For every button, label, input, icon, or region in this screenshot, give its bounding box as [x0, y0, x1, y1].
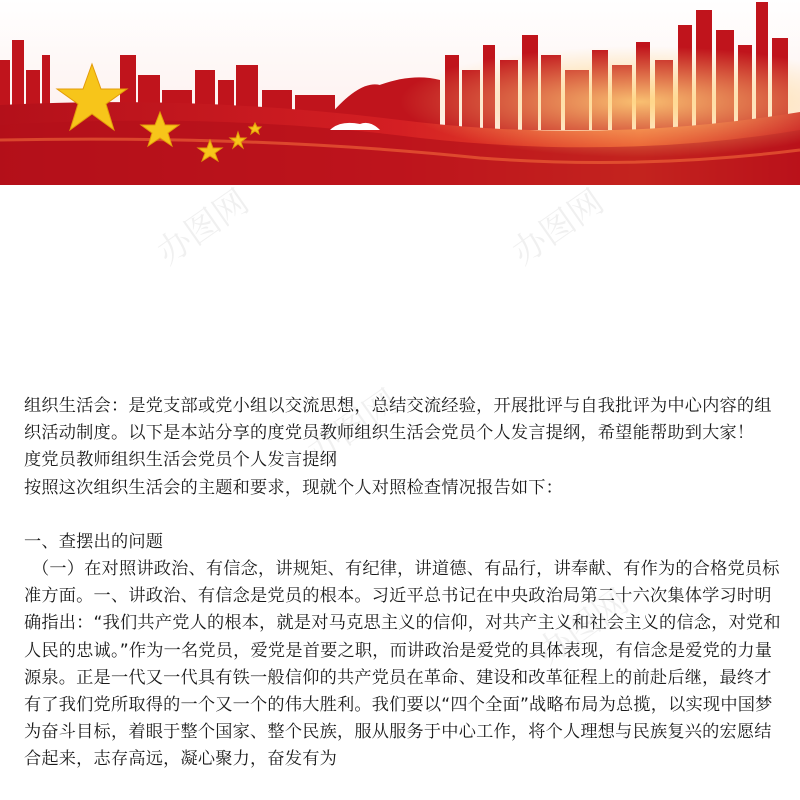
watermark: 办图网: [299, 381, 407, 474]
section-heading: 一、查摆出的问题: [24, 531, 164, 552]
blank-line: [24, 502, 784, 529]
watermark: 办图网: [529, 581, 637, 674]
watermark: 办图网: [504, 181, 612, 274]
body-paragraph: （一）在对照讲政治、有信念，讲规矩、有纪律，讲道德、有品行，讲奉献、有作为的合格党员标准方面。一、讲政治、有信念是党员的根本。习近平总书记在中央政治局第二十六次集体学习时明确指出：“我们共产党人的根本，就是对马克思主义的信仰，对共产主义和社会主义的信念，对党和人民的忠诚。”作为一名党员，爱党是首要之职，而讲政治是爱党的具体表现，有信念是爱党的力量源泉。正是一代又一代具有铁一般信仰的共产党员在革命、建设和改革征程上的前赴后继，最终才有了我们党所取得的一个又一个的伟大胜利。我们要以“四个全面”战略布局为总揽，以实现中国梦为奋斗目标，着眼于整个国家、整个民族，服从服务于中心工作，将个人理想与民族复兴的宏愿结合起来，志存高远，凝心聚力，奋发有为: [24, 559, 781, 770]
header-banner: [0, 0, 800, 185]
document-body: [24, 393, 784, 774]
skyline-banner-graphic: [0, 0, 800, 185]
document-title: 度党员教师组织生活会党员个人发言提纲: [24, 450, 337, 471]
watermark: 办图网: [149, 181, 257, 274]
opening-paragraph: 按照这次组织生活会的主题和要求，现就个人对照检查情况报告如下：: [24, 477, 564, 498]
intro-paragraph: 组织生活会：是党支部或党小组以交流思想，总结交流经验，开展批评与自我批评为中心内容的组织活动制度。以下是本站分享的度党员教师组织生活会党员个人发言提纲，希望能帮助到大家！: [24, 396, 772, 444]
